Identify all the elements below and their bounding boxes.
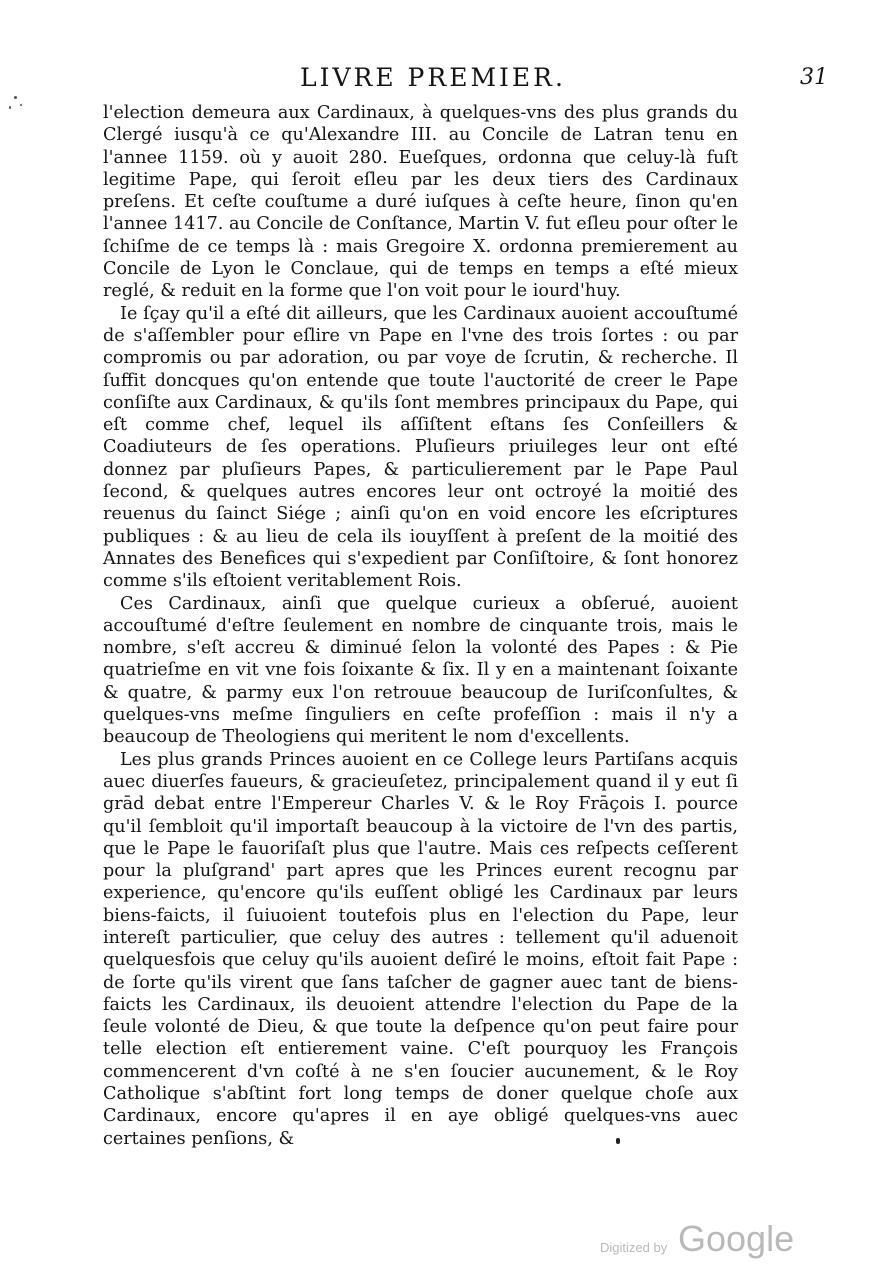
ink-dot: [616, 1138, 620, 1144]
speck: [9, 106, 11, 109]
google-logo: Google: [678, 1218, 795, 1259]
body-text: [103, 102, 738, 1150]
speck: [20, 104, 22, 106]
page-number: 31: [800, 65, 828, 90]
page-header: [0, 63, 877, 93]
running-title: LIVRE PREMIER.: [300, 63, 566, 92]
digitization-watermark: [600, 1216, 800, 1266]
watermark-prefix: Digitized by: [600, 1240, 668, 1255]
paragraph-3: Ces Cardinaux, ainſi que quelque curieux a obſerué, auoient accouſtumé d'eſtre ſeulement en nombre de cinquante trois, mais le nombre, s'eſt accreu & diminué ſelon la volonté des Papes : & Pie quatrieſme en vit vne fois ſoixante & ſix. Il y en a maintenant ſoixante & quatre, & parmy eux l'on retrouue beaucoup de Iuriſconſultes, & quelques-vns meſme ſinguliers en ceſte profeſſion : mais il n'y a beaucoup de Theologiens qui meritent le nom d'excellents.: [103, 593, 738, 748]
paragraph-4: Les plus grands Princes auoient en ce College leurs Partiſans acquis auec diuerſes faueurs, & gracieuſetez, principalement quand il y eut ſi grād debat entre l'Empereur Charles V. & le Roy Frāçois I. pource qu'il ſembloit qu'il importaſt beaucoup à la victoire de l'vn des partis, que le Pape le fauoriſaſt plus que l'autre. Mais ces reſpects ceſſerent pour la pluſgrand' part apres que les Princes eurent recognu par experience, qu'encore qu'ils euſſent obligé les Cardinaux par leurs biens-faicts, il ſuiuoient toutefois plus en l'election du Pape, leur intereſt particulier, que celuy des autres : tellement qu'il aduenoit quelquesfois que celuy qu'ils auoient deſiré le moins, eſtoit fait Pape : de ſorte qu'ils virent que ſans taſcher de gagner auec tant de biens-faicts les Cardinaux, ils deuoient attendre l'election du Pape de la ſeule volonté de Dieu, & que toute la deſpence qu'on peut faire pour telle election eſt entierement vaine. C'eſt pourquoy les François commencerent d'vn coſté à ne s'en ſoucier aucunement, & le Roy Catholique s'abſtint fort long temps de doner quelque choſe aux Cardinaux, encore qu'apres il en aye obligé quelques-vns auec certaines penſions, &: [103, 749, 738, 1149]
speck: [14, 96, 17, 99]
paragraph-1: l'election demeura aux Cardinaux, à quelques-vns des plus grands du Clergé iusqu'à ce qu'Alexandre III. au Concile de Latran tenu en l'annee 1159. où y auoit 280. Eueſques, ordonna que celuy-là fuſt legitime Pape, qui ſeroit eſleu par les deux tiers des Cardinaux preſens. Et ceſte couſtume a duré iuſques à ceſte heure, ſinon qu'en l'annee 1417. au Concile de Conſtance, Martin V. fut eſleu pour oſter le ſchiſme de ce temps là : mais Gregoire X. ordonna premierement au Concile de Lyon le Conclaue, qui de temps en temps a eſté mieux reglé, & reduit en la forme que l'on voit pour le iourd'huy.: [103, 103, 738, 302]
paragraph-2: Ie ſçay qu'il a eſté dit ailleurs, que les Cardinaux auoient accouſtumé de s'aſſembler pour eſlire vn Pape en l'vne des trois ſortes : ou par compromis ou par adoration, ou par voye de ſcrutin, & recherche. Il ſuffit doncques qu'on entende que toute l'auctorité de creer le Pape conſiſte aux Cardinaux, & qu'ils ſont membres principaux du Pape, qui eſt comme chef, lequel ils aſſiſtent eſtans ſes Conſeillers & Coadiuteurs de ſes operations. Pluſieurs priuileges leur ont eſté donnez par pluſieurs Papes, & particulierement par le Pape Paul ſecond, & quelques autres encores leur ont octroyé la moitié des reuenus du ſainct Siége ; ainſi qu'on en void encore les eſcriptures publiques : & au lieu de cela ils iouyſſent à preſent de la moitié des Annates des Benefices qui s'expedient par Conſiſtoire, & ſont honorez comme s'ils eſtoient veritablement Rois.: [103, 303, 738, 592]
